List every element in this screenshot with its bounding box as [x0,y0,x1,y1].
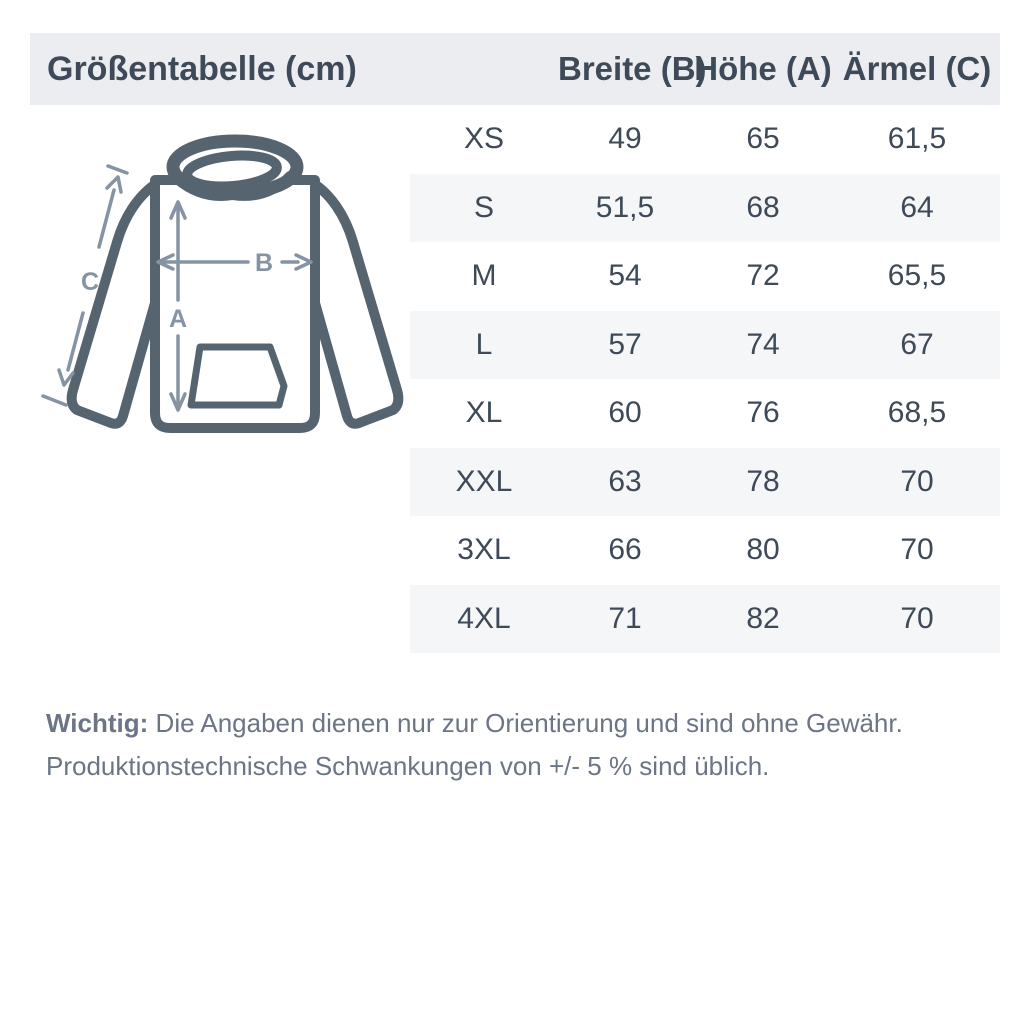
aermel-value: 70 [900,533,934,567]
size-label: 3XL [457,533,511,567]
table-row [410,448,1000,517]
hoehe-value: 78 [746,464,780,498]
aermel-value: 67 [900,327,934,361]
size-label: XS [463,122,505,156]
breite-value: 63 [608,464,642,498]
breite-value: 60 [608,396,642,430]
hoehe-value: 82 [746,601,780,635]
breite-value: 66 [608,533,642,567]
disclaimer-prefix: Wichtig: [46,708,149,738]
breite-value: 49 [608,122,642,156]
hoehe-value: 76 [746,396,780,430]
size-table [410,105,1000,653]
aermel-value: 65,5 [887,259,947,293]
column-header-aermel: Ärmel (C) [842,50,992,87]
hoodie-right-sleeve [308,180,398,424]
dimension-label-a: A [168,305,188,333]
hoehe-value: 68 [746,190,780,224]
aermel-value: 61,5 [887,122,947,156]
breite-value: 51,5 [595,190,655,224]
page-title: Größentabelle (cm) [47,49,357,88]
size-label: S [473,190,494,224]
size-label: XXL [455,464,513,498]
breite-value: 57 [608,327,642,361]
size-label: M [471,259,497,293]
hoodie-diagram [30,120,420,450]
hoehe-value: 65 [746,122,780,156]
size-label: 4XL [457,601,511,635]
table-row [410,585,1000,654]
hoodie-pocket [191,347,284,405]
disclaimer-note [46,702,976,788]
aermel-value: 70 [900,601,934,635]
table-row [410,174,1000,243]
disclaimer-line1: Die Angaben dienen nur zur Orientierung und sind ohne Gewähr. [155,708,903,738]
disclaimer-line2: Produktionstechnische Schwankungen von +/- 5 % sind üblich. [46,751,770,781]
table-row [410,105,1000,174]
hoodie-left-sleeve [72,180,162,424]
aermel-value: 70 [900,464,934,498]
breite-value: 54 [608,259,642,293]
table-header [30,33,1000,105]
hoehe-value: 80 [746,533,780,567]
hoehe-value: 74 [746,327,780,361]
size-label: L [475,327,493,361]
table-row [410,311,1000,380]
breite-value: 71 [608,601,642,635]
column-header-breite: Breite (B) [558,50,707,87]
dimension-label-b: B [254,249,274,277]
size-label: XL [465,396,503,430]
aermel-value: 64 [900,190,934,224]
hoodie-hood-inner [186,152,278,190]
table-row [410,379,1000,448]
dimension-label-c: C [80,268,100,296]
aermel-value: 68,5 [887,396,947,430]
table-row [410,516,1000,585]
hoodie-outline-icon [30,120,420,450]
table-row [410,242,1000,311]
column-header-hoehe: Höhe (A) [694,50,832,87]
hoehe-value: 72 [746,259,780,293]
